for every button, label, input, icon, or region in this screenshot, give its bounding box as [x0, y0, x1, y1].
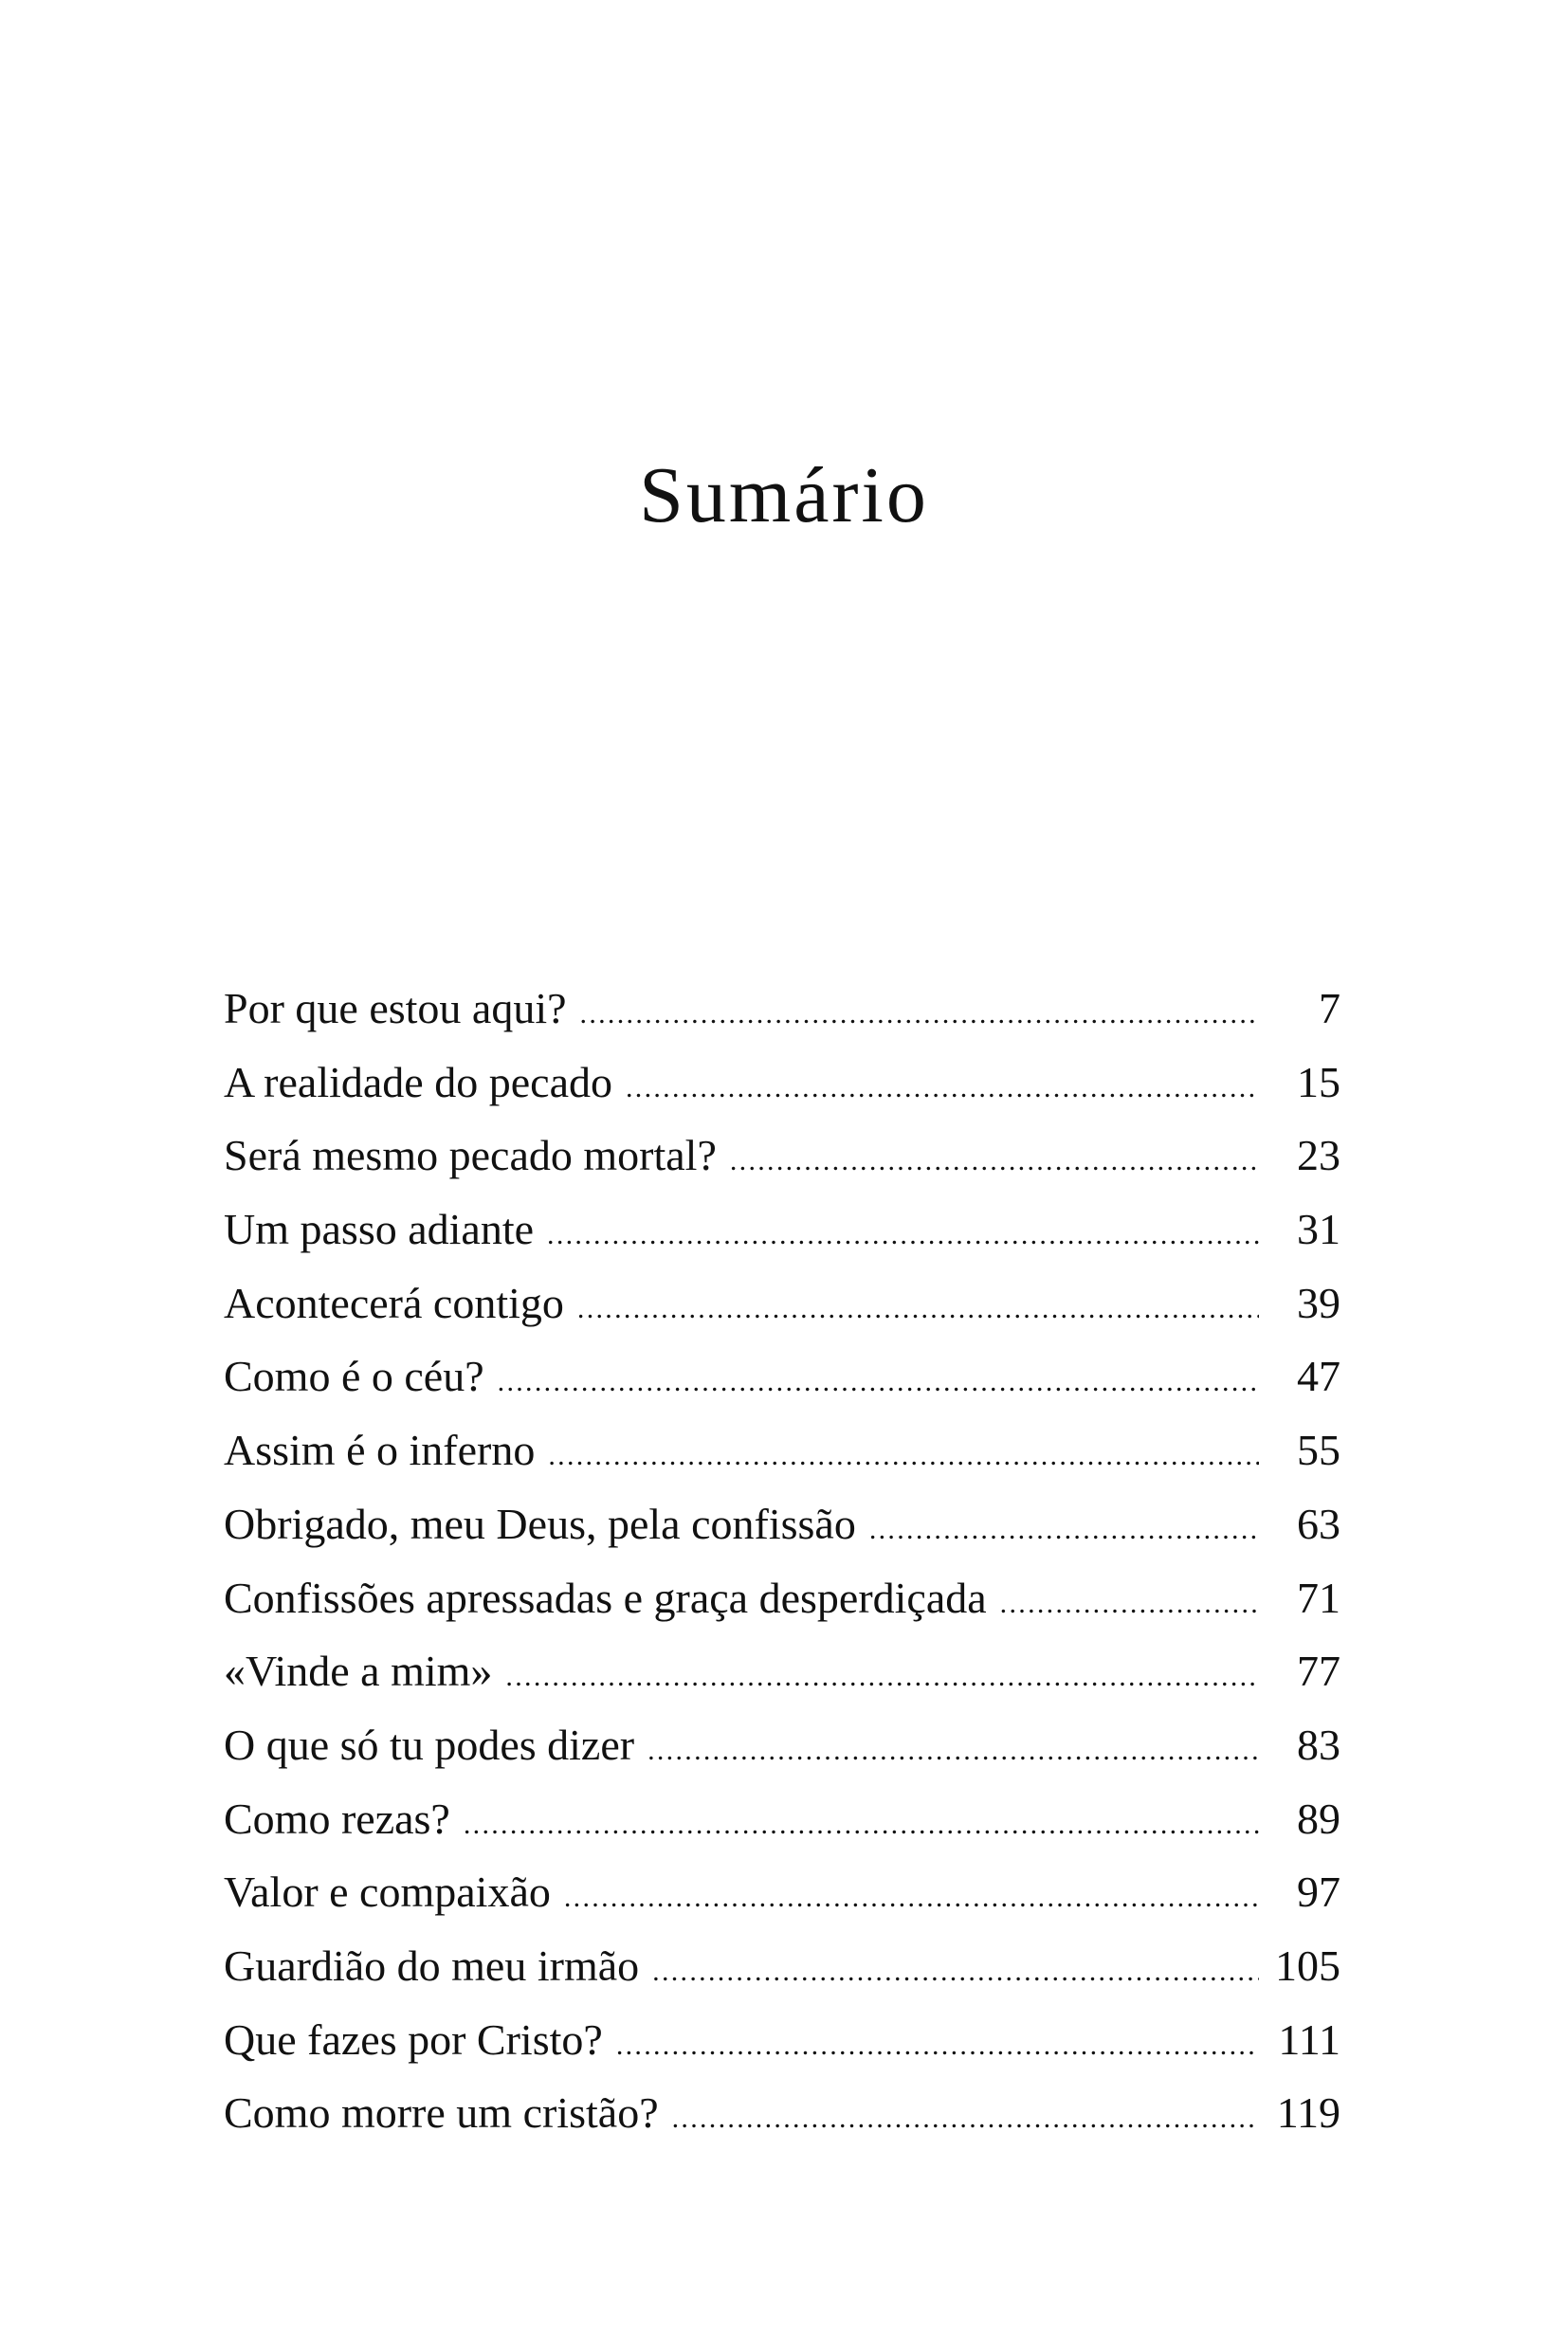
- toc-entry[interactable]: [224, 1634, 1340, 1708]
- toc-entry-label: Que fazes por Cristo?: [224, 2014, 603, 2064]
- toc-entry[interactable]: [224, 1855, 1340, 1929]
- toc-entry[interactable]: [224, 2003, 1340, 2077]
- toc-entry-label: Será mesmo pecado mortal?: [224, 1131, 717, 1180]
- dot-leader: [564, 1861, 1259, 1935]
- toc-entry-label: Assim é o inferno: [224, 1426, 536, 1475]
- dot-leader: [580, 977, 1259, 1051]
- toc-entry-page: 83: [1297, 1720, 1340, 1769]
- toc-entry-page: 55: [1297, 1426, 1340, 1475]
- toc-entry[interactable]: [224, 1413, 1340, 1487]
- toc-entry[interactable]: [224, 1487, 1340, 1561]
- dot-leader: [672, 2082, 1259, 2156]
- toc-entry-label: Como morre um cristão?: [224, 2088, 659, 2138]
- toc-entry[interactable]: [224, 2076, 1340, 2150]
- toc-entry-label: Acontecerá contigo: [224, 1278, 564, 1327]
- toc-entry[interactable]: [224, 1561, 1340, 1635]
- toc-entry-page: 39: [1297, 1278, 1340, 1327]
- toc-entry[interactable]: [224, 1119, 1340, 1193]
- toc-entry-page: 89: [1297, 1794, 1340, 1843]
- dot-leader: [652, 1935, 1259, 2009]
- toc-entry-page: 77: [1297, 1647, 1340, 1696]
- toc-entry[interactable]: [224, 1708, 1340, 1782]
- dot-leader: [505, 1640, 1259, 1714]
- dot-leader: [616, 2009, 1259, 2083]
- dot-leader: [869, 1493, 1259, 1567]
- dot-leader: [730, 1124, 1259, 1198]
- toc-entry-label: Um passo adiante: [224, 1205, 535, 1254]
- table-of-contents: [224, 972, 1340, 2150]
- toc-entry-label: Como é o céu?: [224, 1352, 484, 1401]
- toc-entry-label: Por que estou aqui?: [224, 984, 567, 1032]
- toc-entry-label: «Vinde a mim»: [224, 1647, 493, 1696]
- toc-entry-page: 31: [1297, 1205, 1340, 1254]
- toc-entry[interactable]: [224, 1929, 1340, 2003]
- toc-entry-label: Obrigado, meu Deus, pela confissão: [224, 1499, 856, 1548]
- toc-entry-label: Guardião do meu irmão: [224, 1941, 640, 1990]
- dot-leader: [1000, 1567, 1259, 1641]
- toc-entry-page: 7: [1319, 984, 1340, 1032]
- toc-entry-page: 71: [1297, 1573, 1340, 1622]
- toc-entry-page: 15: [1297, 1057, 1340, 1106]
- toc-entry-label: Valor e compaixão: [224, 1868, 551, 1917]
- toc-entry[interactable]: [224, 972, 1340, 1046]
- toc-entry-label: Confissões apressadas e graça desperdiçada: [224, 1573, 987, 1622]
- dot-leader: [548, 1419, 1259, 1493]
- page-title: Sumário: [639, 451, 929, 540]
- dot-leader: [626, 1051, 1259, 1125]
- dot-leader: [498, 1345, 1259, 1419]
- toc-entry[interactable]: [224, 1193, 1340, 1267]
- toc-entry-label: Como rezas?: [224, 1794, 450, 1843]
- dot-leader: [547, 1198, 1259, 1272]
- dot-leader: [647, 1714, 1259, 1788]
- toc-entry-page: 97: [1297, 1868, 1340, 1917]
- toc-entry-page: 105: [1275, 1941, 1340, 1990]
- toc-entry[interactable]: [224, 1267, 1340, 1340]
- dot-leader: [464, 1788, 1259, 1862]
- toc-entry-page: 119: [1276, 2088, 1340, 2138]
- toc-entry-label: A realidade do pecado: [224, 1057, 612, 1106]
- toc-entry-label: O que só tu podes dizer: [224, 1720, 635, 1769]
- toc-entry[interactable]: [224, 1340, 1340, 1413]
- toc-entry-page: 23: [1297, 1131, 1340, 1180]
- toc-entry[interactable]: [224, 1782, 1340, 1856]
- toc-entry-page: 47: [1297, 1352, 1340, 1401]
- toc-entry-page: 63: [1297, 1499, 1340, 1548]
- toc-entry[interactable]: [224, 1046, 1340, 1120]
- toc-entry-page: 111: [1278, 2014, 1340, 2064]
- dot-leader: [577, 1272, 1259, 1346]
